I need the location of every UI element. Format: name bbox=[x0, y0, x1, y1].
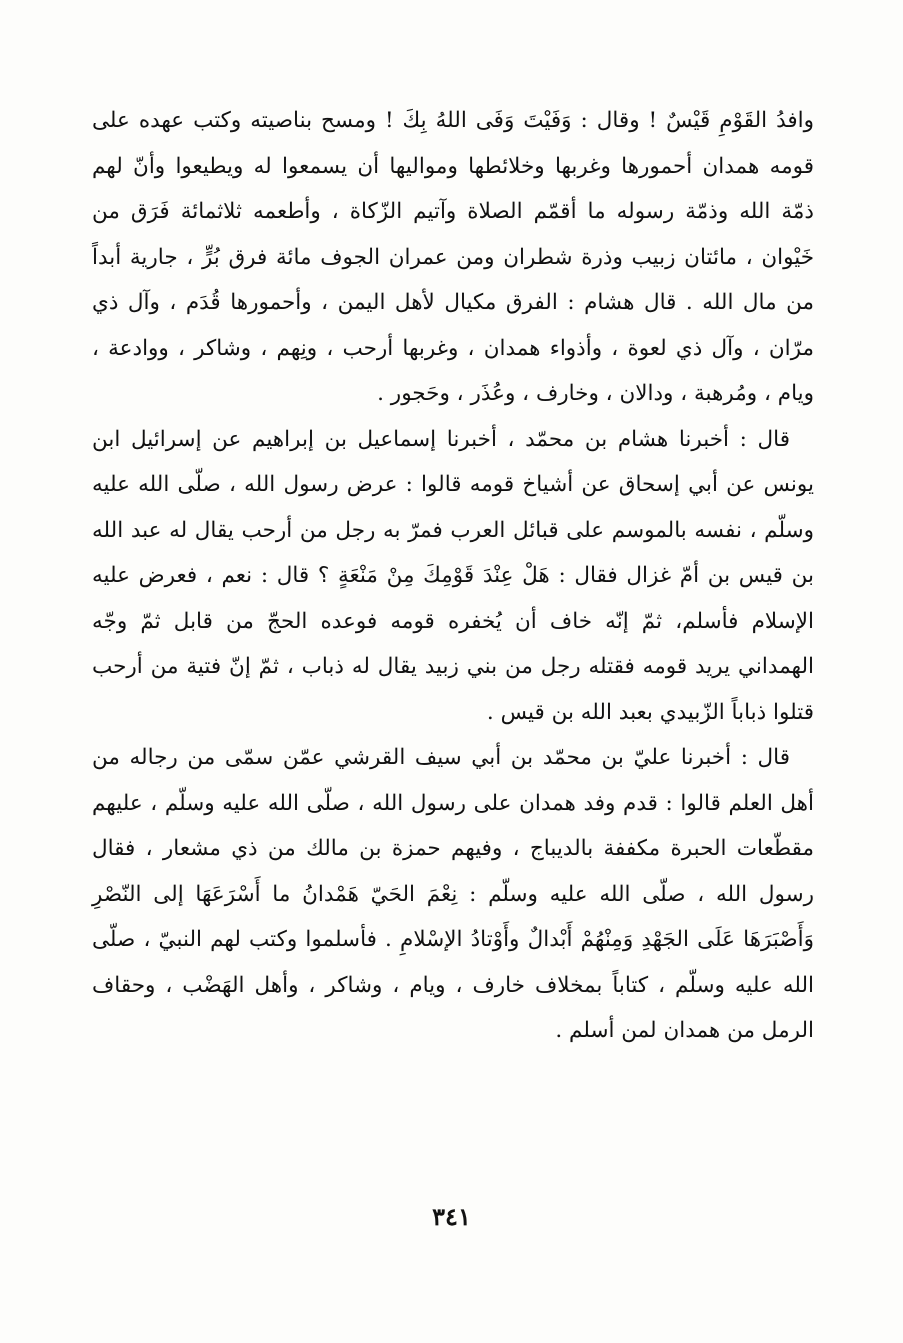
paragraph-1: وافدُ القَوْمِ قَيْسٌ ! وقال : وَفَيْتَ وَفَى اللهُ بِكَ ! ومسح بناصيته وكتب عهده على قومه همدان أحمورها وغربها وخلائطها ومواليها أن يسمعوا له ويطيعوا وأنّ لهم ذمّة الله وذمّة رسوله ما أقمّم الصلاة وآتيم الزّكاة ، وأطعمه ثلاثمائة فَرَق من خَيْوان ، مائتان زبيب وذرة شطران ومن عمران الجوف مائة فرق بُرٍّ ، جارية أبداً من مال الله . قال هشام : الفرق مكيال لأهل اليمن ، وأحمورها قُدَم ، وآل ذي مرّان ، وآل ذي لعوة ، وأذواء همدان ، وغربها أرحب ، ونِهم ، وشاكر ، ووادعة ، ويام ، ومُرهبة ، ودالان ، وخارف ، وعُذَر ، وحَجور . bbox=[92, 108, 814, 406]
paragraph-3: قال : أخبرنا عليّ بن محمّد بن أبي سيف القرشي عمّن سمّى من رجاله من أهل العلم قالوا : قدم وفد همدان على رسول الله ، صلّى الله عليه وسلّم ، عليهم مقطّعات الحبرة مكففة بالديباج ، وفيهم حمزة بن مالك من ذي مشعار ، فقال رسول الله ، صلّى الله عليه وسلّم : نِعْمَ الحَيّ هَمْدانُ ما أَسْرَعَهَا إلى النّصْرِ وَأَصْبَرَهَا عَلَى الجَهْدِ وَمِنْهُمْ أَبْدالٌ وأَوْتادُ الإسْلامِ . فأسلموا وكتب لهم النبيّ ، صلّى الله عليه وسلّم ، كتاباً بمخلاف خارف ، ويام ، وشاكر ، وأهل الهَضْب ، وحقاف الرمل من همدان لمن أسلم . bbox=[92, 745, 814, 1043]
page-number: ٣٤١ bbox=[432, 1202, 471, 1231]
paragraph-2: قال : أخبرنا هشام بن محمّد ، أخبرنا إسماعيل بن إبراهيم عن إسرائيل ابن يونس عن أبي إسحاق عن أشياخ قومه قالوا : عرض رسول الله ، صلّى الله عليه وسلّم ، نفسه بالموسم على قبائل العرب فمرّ به رجل من أرحب يقال له عبد الله بن قيس بن أمّ غزال فقال : هَلْ عِنْدَ قَوْمِكَ مِنْ مَنْعَةٍ ؟ قال : نعم ، فعرض عليه الإسلام فأسلم، ثمّ إنّه خاف أن يُخفره قومه فوعده الحجّ من قابل ثمّ وجّه الهمداني يريد قومه فقتله رجل من بني زبيد يقال له ذباب ، ثمّ إنّ فتية من أرحب قتلوا ذباباً الزّبيدي بعبد الله بن قيس . bbox=[92, 426, 814, 725]
body-text bbox=[92, 98, 814, 1054]
